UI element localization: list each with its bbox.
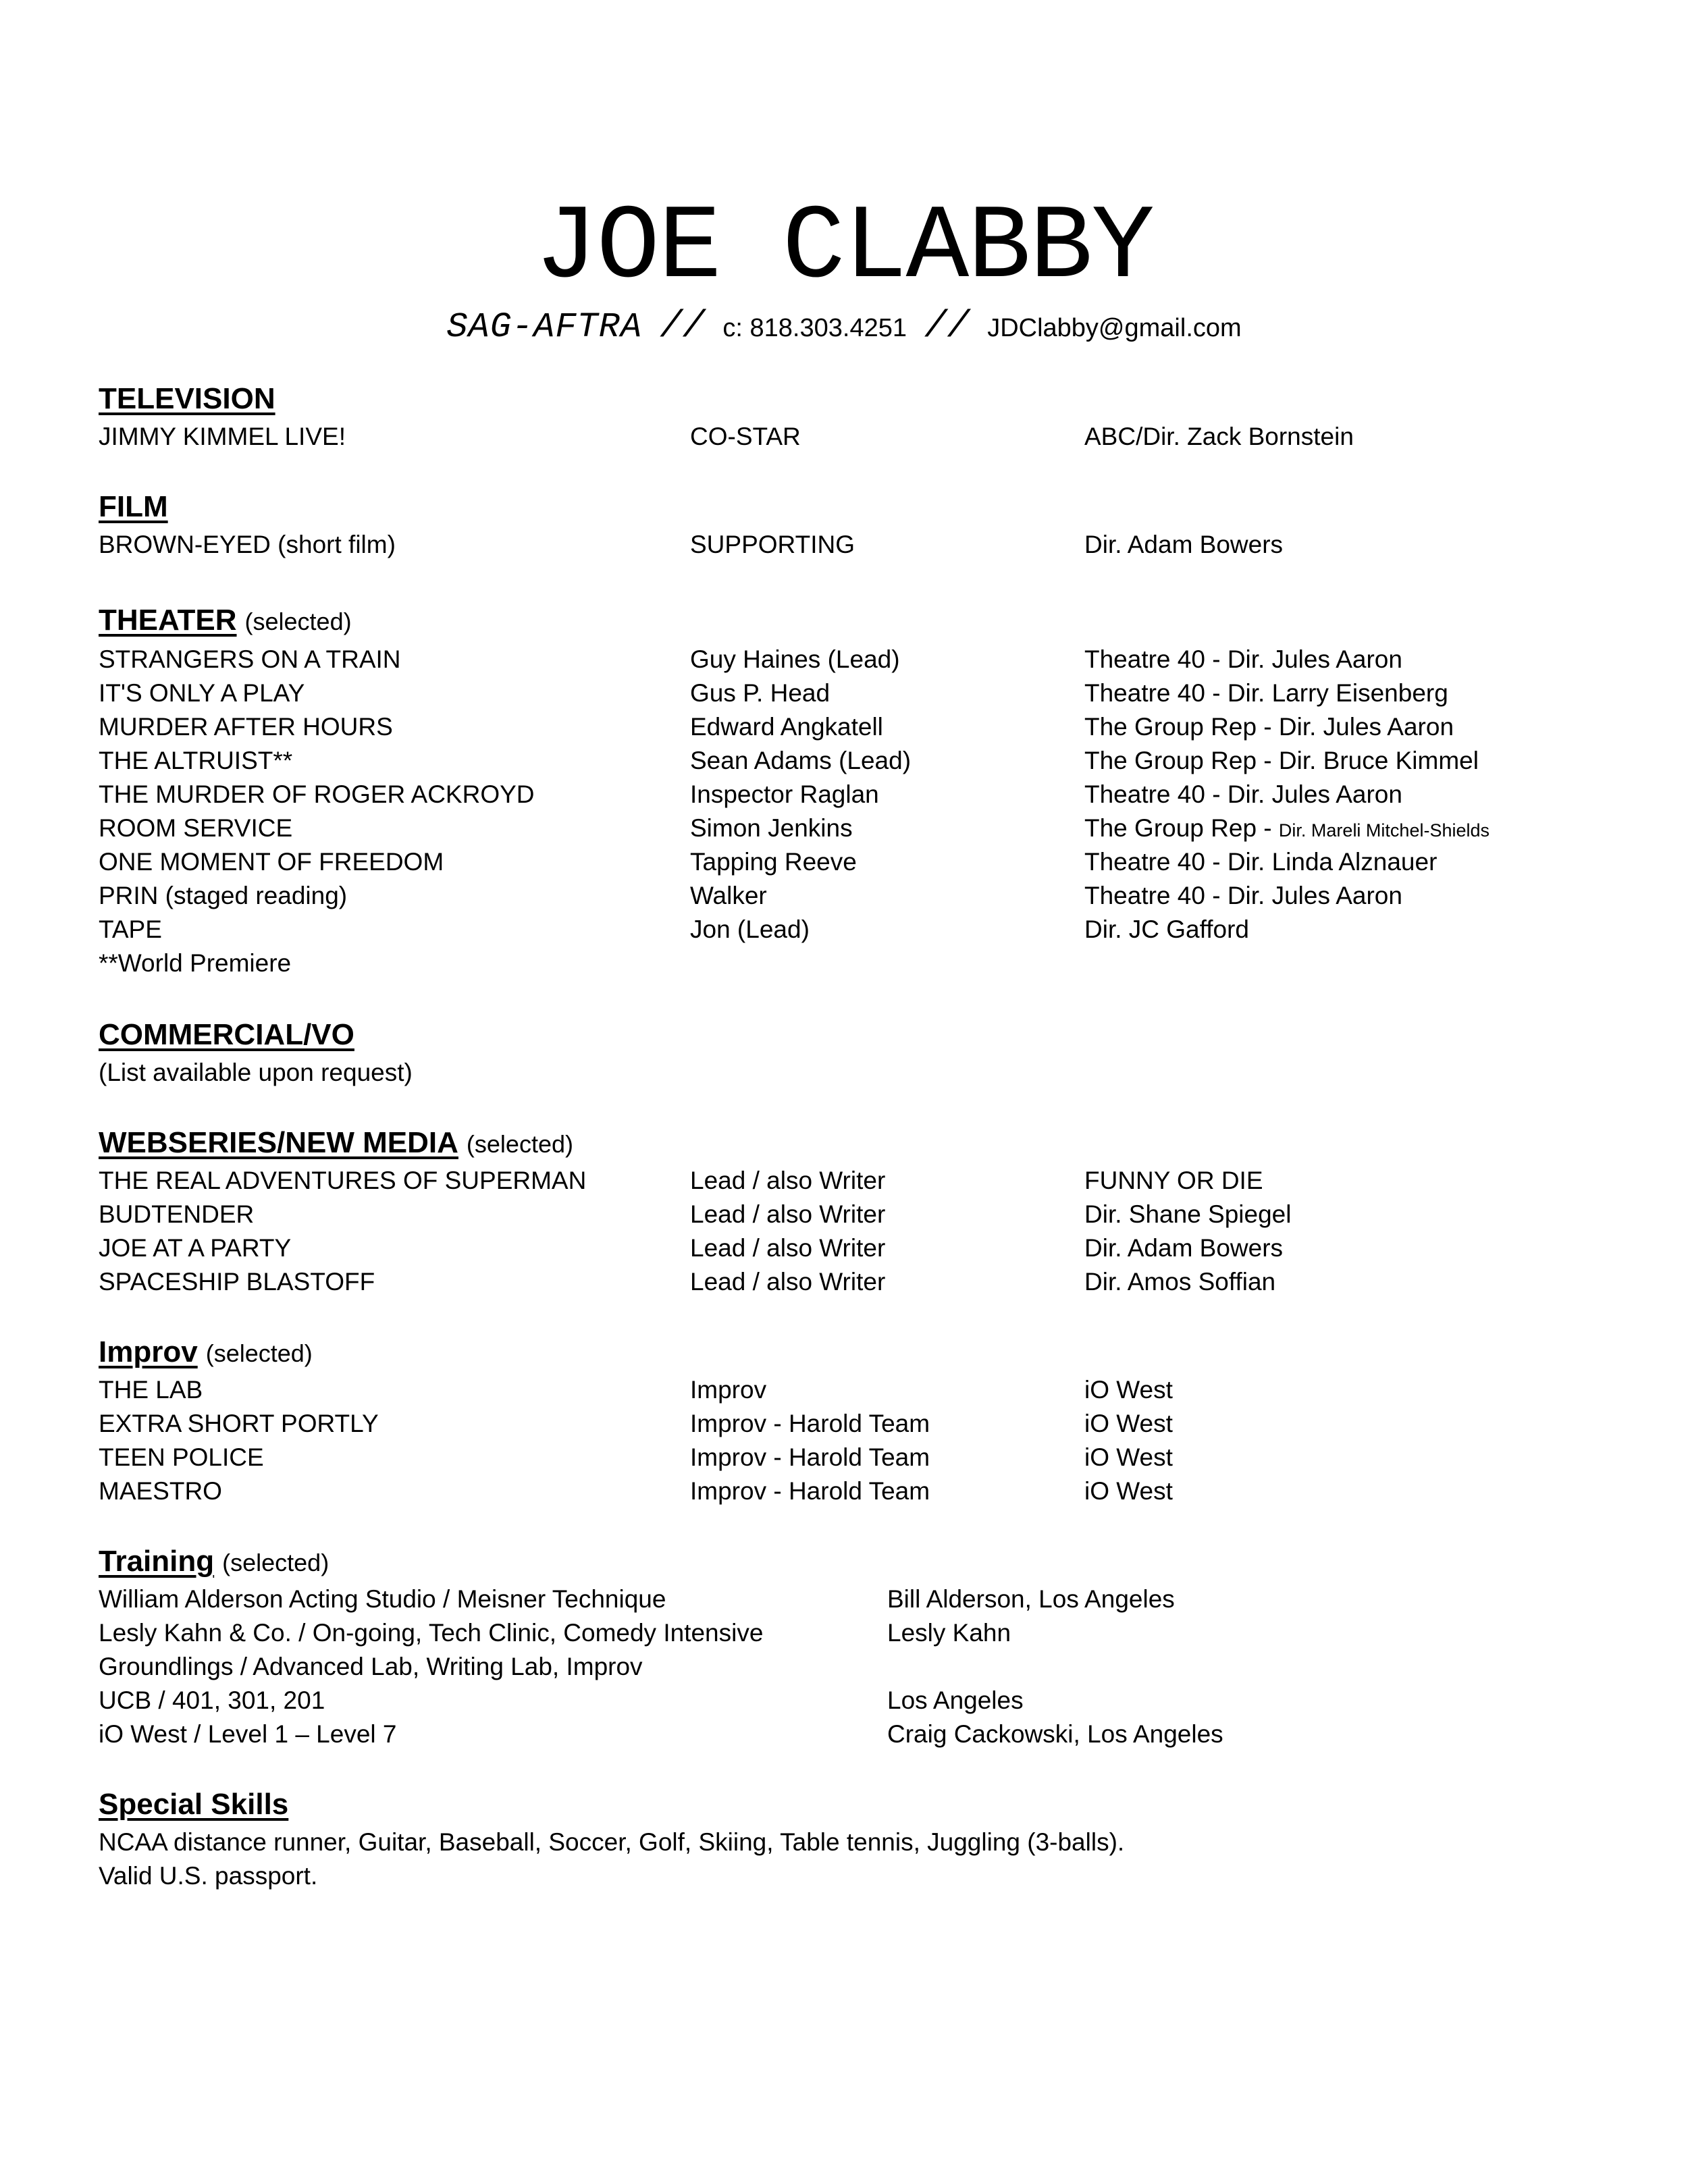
project-title: IT'S ONLY A PLAY <box>99 679 305 707</box>
project-title: SPACESHIP BLASTOFF <box>99 1268 375 1296</box>
table-row <box>0 1198 1688 1231</box>
table-row <box>0 643 1688 676</box>
credit: Dir. Adam Bowers <box>1084 1234 1284 1262</box>
project-title: TAPE <box>99 915 162 943</box>
credit: Dir. Amos Soffian <box>1084 1268 1276 1296</box>
table-row <box>0 420 1688 454</box>
role: CO-STAR <box>690 423 801 450</box>
credit: iO West <box>1084 1376 1173 1404</box>
project-title: JIMMY KIMMEL LIVE! <box>99 423 346 450</box>
section-film <box>99 490 168 525</box>
table-row <box>0 778 1688 811</box>
separator: // <box>924 304 970 348</box>
role: Improv <box>690 1376 767 1404</box>
phone-number: c: 818.303.4251 <box>722 314 907 342</box>
role: Lead / also Writer <box>690 1268 886 1296</box>
section-theater <box>99 604 352 639</box>
table-row <box>0 744 1688 778</box>
actor-name: JOE CLABBY <box>534 188 1154 308</box>
credit: Theatre 40 - Dir. Larry Eisenberg <box>1084 679 1448 707</box>
credit-venue: The Group Rep - <box>1084 814 1272 842</box>
role: Gus P. Head <box>690 679 830 707</box>
credit: ABC/Dir. Zack Bornstein <box>1084 423 1354 450</box>
project-title: EXTRA SHORT PORTLY <box>99 1410 379 1437</box>
section-subtitle: (selected) <box>205 1339 313 1367</box>
role: Improv - Harold Team <box>690 1410 930 1437</box>
training-teacher: Lesly Kahn <box>887 1619 1011 1647</box>
skills-line: Valid U.S. passport. <box>99 1862 318 1890</box>
table-row <box>0 1717 1688 1751</box>
section-improv <box>99 1335 313 1370</box>
training-program: UCB / 401, 301, 201 <box>99 1686 325 1714</box>
project-title: ONE MOMENT OF FREEDOM <box>99 848 444 876</box>
credit: Theatre 40 - Dir. Jules Aaron <box>1084 780 1402 808</box>
credit: iO West <box>1084 1443 1173 1471</box>
role: Inspector Raglan <box>690 780 879 808</box>
union-affiliation: SAG-AFTRA <box>446 307 643 347</box>
project-title: THE ALTRUIST** <box>99 747 293 774</box>
project-title: BUDTENDER <box>99 1200 255 1228</box>
section-subtitle: (selected) <box>222 1549 329 1576</box>
training-program: Lesly Kahn & Co. / On-going, Tech Clinic, Comedy Intensive <box>99 1619 764 1647</box>
commercial-note: (List available upon request) <box>99 1059 413 1086</box>
project-title: ROOM SERVICE <box>99 814 293 842</box>
table-row <box>0 1373 1688 1407</box>
project-title: MURDER AFTER HOURS <box>99 713 393 741</box>
credit: The Group Rep - Dir. Jules Aaron <box>1084 713 1454 741</box>
training-program: Groundlings / Advanced Lab, Writing Lab, Improv <box>99 1653 643 1680</box>
email-link[interactable]: JDClabby@gmail.com <box>987 314 1242 342</box>
training-program: William Alderson Acting Studio / Meisner Technique <box>99 1585 666 1613</box>
section-heading: Improv <box>99 1335 198 1368</box>
section-heading: WEBSERIES/NEW MEDIA <box>99 1126 458 1159</box>
credit: Dir. Adam Bowers <box>1084 531 1284 558</box>
project-title: TEEN POLICE <box>99 1443 264 1471</box>
role: Lead / also Writer <box>690 1200 886 1228</box>
role: Simon Jenkins <box>690 814 853 842</box>
project-title: STRANGERS ON A TRAIN <box>99 645 401 673</box>
role: Tapping Reeve <box>690 848 857 876</box>
role: Improv - Harold Team <box>690 1477 930 1505</box>
footnote: **World Premiere <box>99 949 292 977</box>
section-heading: TELEVISION <box>99 382 275 415</box>
credit: FUNNY OR DIE <box>1084 1167 1263 1194</box>
project-title: JOE AT A PARTY <box>99 1234 292 1262</box>
credit-director: Dir. Mareli Mitchel-Shields <box>1278 820 1490 841</box>
table-row <box>0 528 1688 562</box>
credit: Dir. JC Gafford <box>1084 915 1250 943</box>
project-title: MAESTRO <box>99 1477 222 1505</box>
table-row <box>0 1164 1688 1198</box>
table-row <box>0 1582 1688 1616</box>
section-heading: FILM <box>99 490 168 523</box>
credit <box>1084 811 1489 847</box>
role: Walker <box>690 882 767 909</box>
training-program: iO West / Level 1 – Level 7 <box>99 1720 397 1748</box>
credit: Theatre 40 - Dir. Jules Aaron <box>1084 645 1402 673</box>
section-heading: Training <box>99 1545 215 1578</box>
section-subtitle: (selected) <box>466 1130 573 1158</box>
table-row <box>0 1441 1688 1474</box>
skills-line: NCAA distance runner, Guitar, Baseball, Soccer, Golf, Skiing, Table tennis, Juggling (3-balls). <box>99 1828 1125 1856</box>
role: Lead / also Writer <box>690 1234 886 1262</box>
section-heading: COMMERCIAL/VO <box>99 1018 354 1051</box>
credit: Dir. Shane Spiegel <box>1084 1200 1292 1228</box>
table-row <box>0 1265 1688 1299</box>
role: SUPPORTING <box>690 531 855 558</box>
project-title: THE MURDER OF ROGER ACKROYD <box>99 780 535 808</box>
credit: iO West <box>1084 1477 1173 1505</box>
table-row <box>0 1650 1688 1684</box>
credit: iO West <box>1084 1410 1173 1437</box>
role: Lead / also Writer <box>690 1167 886 1194</box>
section-training <box>99 1545 329 1580</box>
section-television <box>99 382 275 417</box>
credit: Theatre 40 - Dir. Jules Aaron <box>1084 882 1402 909</box>
role: Improv - Harold Team <box>690 1443 930 1471</box>
table-row <box>0 913 1688 947</box>
section-heading: THEATER <box>99 604 237 637</box>
role: Sean Adams (Lead) <box>690 747 912 774</box>
project-title: THE REAL ADVENTURES OF SUPERMAN <box>99 1167 587 1194</box>
project-title: PRIN (staged reading) <box>99 882 348 909</box>
table-row <box>0 1407 1688 1441</box>
training-teacher: Craig Cackowski, Los Angeles <box>887 1720 1223 1748</box>
table-row <box>0 1684 1688 1717</box>
table-row <box>0 811 1688 845</box>
section-heading: Special Skills <box>99 1788 289 1821</box>
credit: The Group Rep - Dir. Bruce Kimmel <box>1084 747 1479 774</box>
credit: Theatre 40 - Dir. Linda Alznauer <box>1084 848 1438 876</box>
role: Jon (Lead) <box>690 915 810 943</box>
section-skills <box>99 1788 288 1822</box>
project-title: THE LAB <box>99 1376 203 1404</box>
table-row <box>0 676 1688 710</box>
table-row <box>0 1231 1688 1265</box>
contact-line <box>0 300 1688 354</box>
training-teacher: Los Angeles <box>887 1686 1024 1714</box>
table-row <box>0 1474 1688 1508</box>
table-row <box>0 845 1688 879</box>
section-subtitle: (selected) <box>244 608 352 635</box>
separator: // <box>660 304 706 348</box>
role: Guy Haines (Lead) <box>690 645 900 673</box>
table-row <box>0 710 1688 744</box>
table-row <box>0 879 1688 913</box>
section-webseries <box>99 1126 573 1161</box>
training-teacher: Bill Alderson, Los Angeles <box>887 1585 1175 1613</box>
section-commercial <box>99 1018 354 1053</box>
table-row <box>0 1616 1688 1650</box>
role: Edward Angkatell <box>690 713 883 741</box>
project-title: BROWN-EYED (short film) <box>99 531 396 558</box>
